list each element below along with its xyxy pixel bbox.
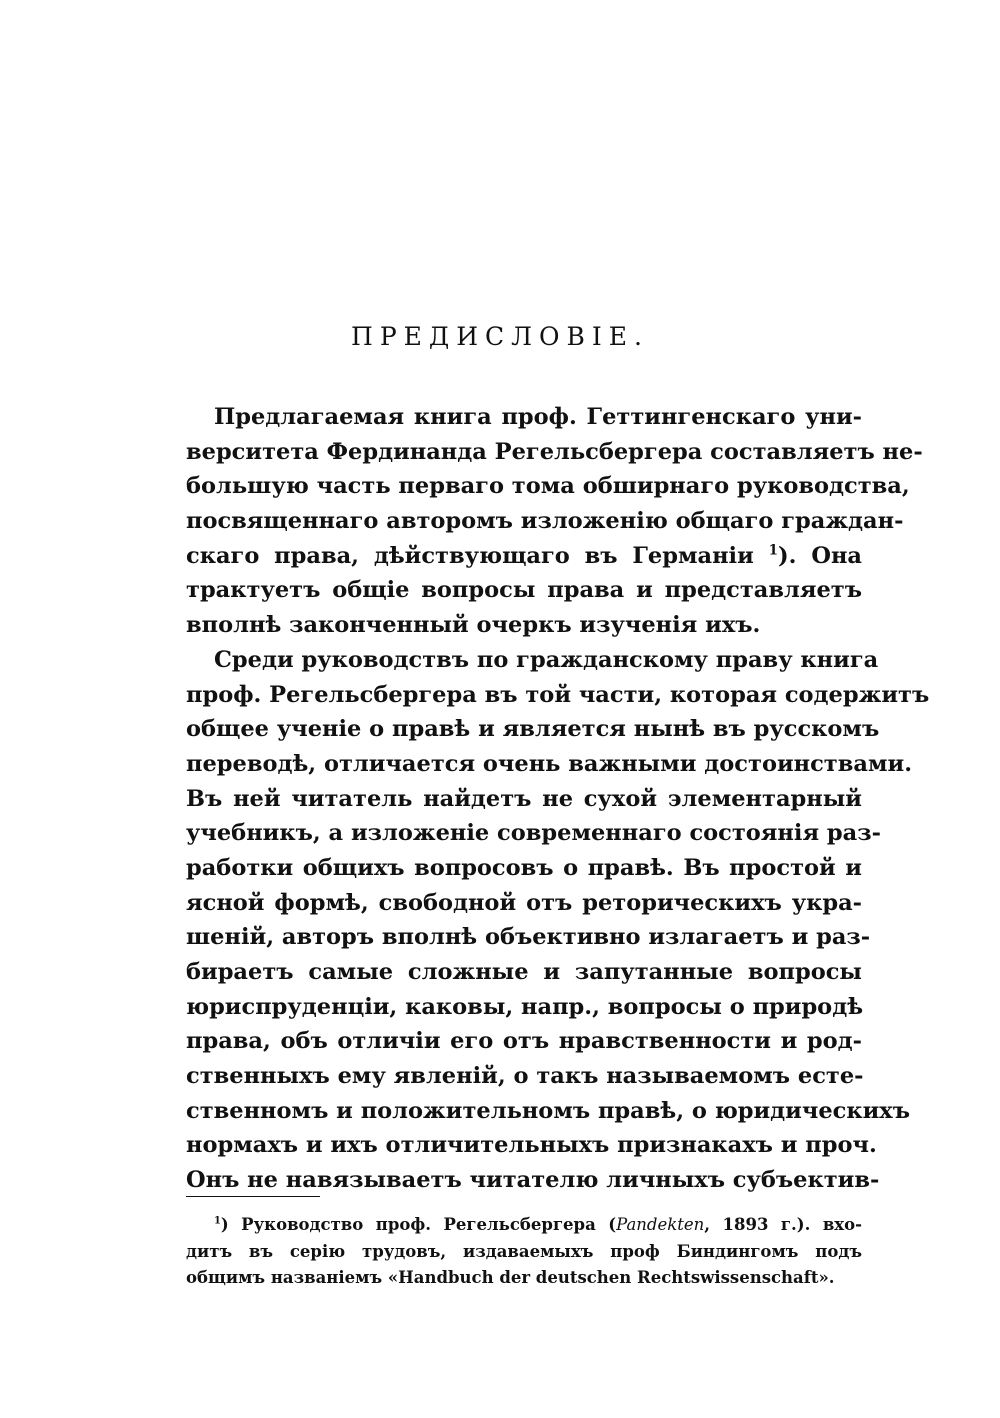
- text-line: посвященнаго авторомъ изложенію общаго граждан-: [186, 508, 904, 535]
- text-line: Онъ не навязываетъ читателю личныхъ субъектив-: [186, 1167, 880, 1194]
- footnote-divider: [186, 1196, 320, 1197]
- footnote-line: дитъ въ серію трудовъ, издаваемыхъ проф Биндингомъ подъ: [186, 1241, 862, 1261]
- text-line: ственныхъ ему явленій, о такъ называемомъ есте-: [186, 1063, 864, 1090]
- preface-body: [186, 400, 930, 1198]
- footnote-marker: 1: [214, 1215, 221, 1227]
- text-line: нормахъ и ихъ отличительныхъ признакахъ и проч.: [186, 1132, 877, 1159]
- text-line: права, объ отличіи его отъ нравственности и род-: [186, 1028, 862, 1055]
- text-line: переводѣ, отличается очень важными достоинствами.: [186, 750, 913, 777]
- text-line: юриспруденціи, каковы, напр., вопросы о природѣ: [186, 993, 864, 1020]
- text-segment: ) Руководство проф. Регельсбергера (: [220, 1215, 617, 1234]
- text-line: шеній, авторъ вполнѣ объективно излагаетъ и раз-: [186, 924, 871, 951]
- text-line: Въ ней читатель найдетъ не сухой элементарный: [186, 785, 862, 812]
- text-line: ственномъ и положительномъ правѣ, о юридическихъ: [186, 1097, 910, 1124]
- text-line: верситета Фердинанда Регельсбергера составляетъ не-: [186, 438, 923, 465]
- text-line: бираетъ самые сложные и запутанные вопросы: [186, 959, 862, 985]
- text-line-with-footnote: [186, 539, 862, 574]
- text-segment: , 1893 г.). вхо-: [704, 1215, 862, 1234]
- text-line: проф. Регельсбергера въ той части, которая содержитъ: [186, 681, 930, 708]
- text-segment: ). Она: [778, 542, 862, 569]
- text-line: Предлагаемая книга проф. Геттингенскаго уни-: [214, 404, 862, 430]
- text-line: работки общихъ вопросовъ о правѣ. Въ простой и: [186, 854, 862, 881]
- page-title: ПРЕДИСЛОВІЕ.: [351, 322, 649, 351]
- text-segment-italic: Pandekten: [616, 1215, 705, 1234]
- text-line: ясной формѣ, свободной отъ реторическихъ укра-: [186, 889, 862, 916]
- text-line: Среди руководствъ по гражданскому праву книга: [214, 646, 879, 673]
- footnote-reference[interactable]: 1: [768, 542, 779, 559]
- footnote-line: [186, 1212, 862, 1239]
- text-line: большую часть перваго тома обширнаго руководства,: [186, 473, 910, 500]
- footnote: [186, 1212, 862, 1292]
- text-line: учебникъ, а изложеніе современнаго состоянія раз-: [186, 820, 881, 847]
- text-segment: скаго права, дѣйствующаго въ Германіи: [186, 542, 754, 569]
- text-line: вполнѣ законченный очеркъ изученія ихъ.: [186, 612, 761, 639]
- text-line: общее ученіе о правѣ и является нынѣ въ русскомъ: [186, 716, 880, 743]
- footnote-line: общимъ названіемъ «Handbuch der deutschen Rechtswissenschaft».: [186, 1268, 835, 1287]
- text-line: трактуетъ общіе вопросы права и представляетъ: [186, 577, 862, 604]
